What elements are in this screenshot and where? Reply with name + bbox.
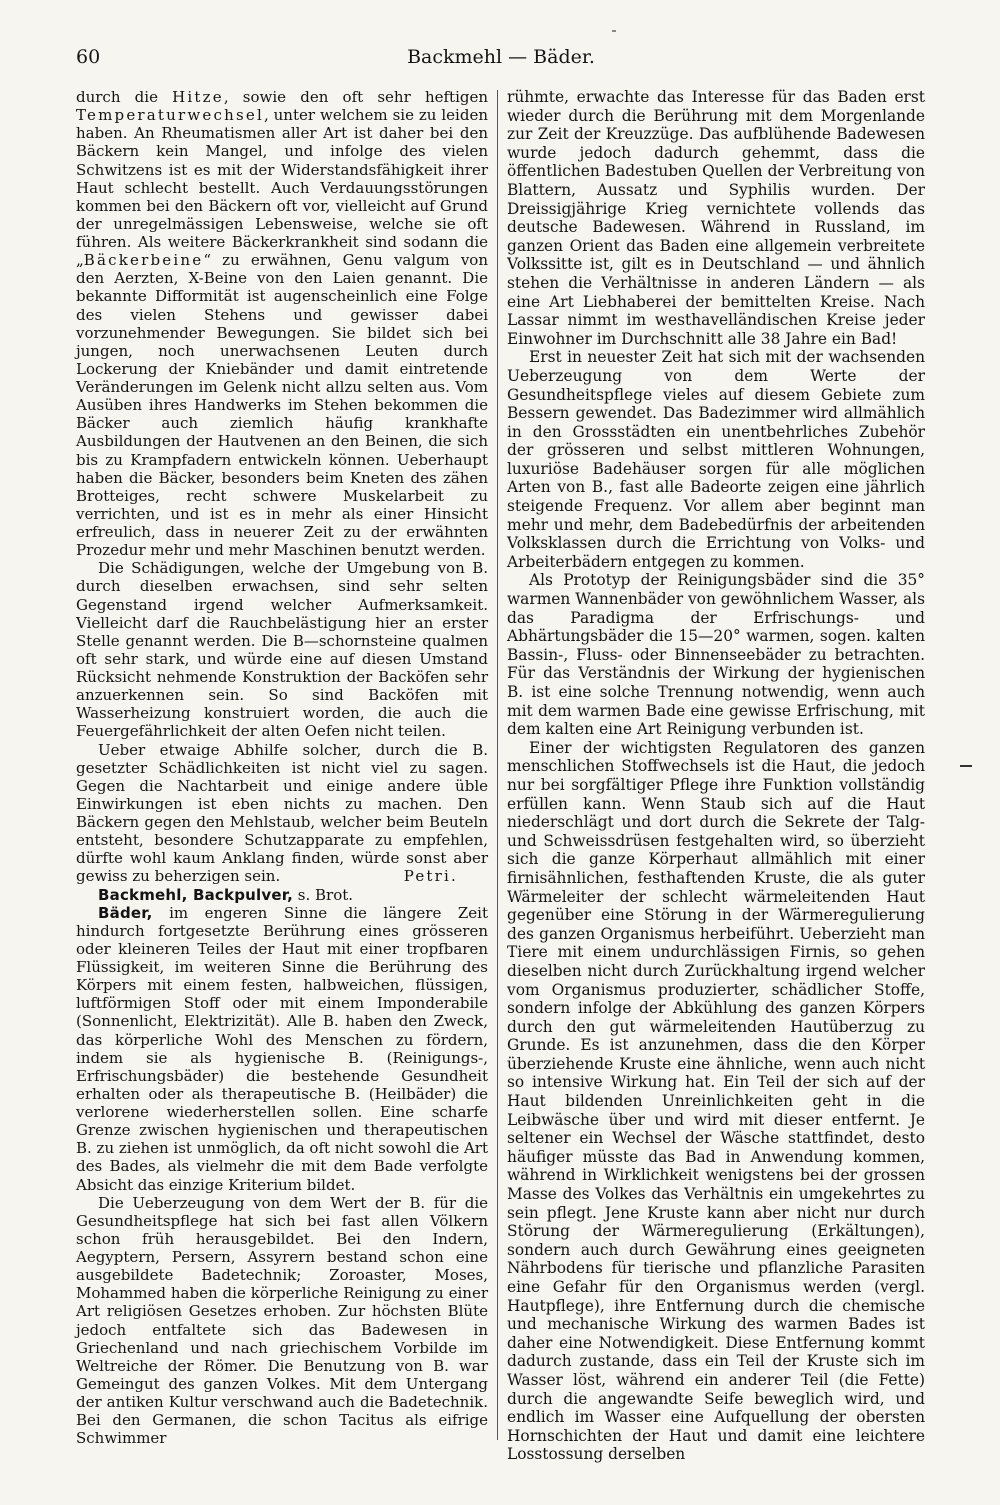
lemma-backmehl: Backmehl, Backpulver, [98, 885, 293, 904]
paragraph-environment-damage: Die Schädigungen, welche der Umgebung von B. durch dieselben erwachsen, sind sehr selten Gegenstand irgend welcher Aufmerksamkeit. Vielleicht darf die Rauchbelästigung hier an erster Stelle genannt werden. Die B—schornsteine qualmen oft sehr stark, und würde eine auf diesen Umstand Rücksicht nehmende Konstruktion der Backöfen sehr anzuerkennen sein. So sind Backöfen mit Wasserheizung konstruiert worden, die auch die Feuergefährlichkeit der alten Oefen nicht teilen. [76, 559, 488, 741]
paragraph-middle-ages: rühmte, erwachte das Interesse für das Baden erst wieder durch die Berührung mit dem Morgenlande zur Zeit der Kreuzzüge. Das aufblühende Badewesen wurde jedoch dadurch gehemmt, dass die öffentlichen Badestuben Quellen der Verbreitung von Blattern, Aussatz und Syphilis wurden. Der Dreissigjährige Krieg vernichtete vollends das deutsche Badewesen. Während in Russland, im ganzen Orient das Baden eine allgemein verbreitete Volkssitte ist, gilt es in Deutschland — und ähnlich stehen die Verhältnisse in anderen Ländern — als eine Art Liebhaberei der bemittelten Kreise. Nach Lassar nimmt im westhavelländischen Kreise jeder Einwohner im Durchschnitt alle 38 Jahre ein Bad! [507, 88, 925, 348]
entry-backmehl [76, 886, 488, 904]
paragraph-history: Die Ueberzeugung von dem Wert der B. für die Gesundheitspflege hat sich bei fast allen Völkern schon früh herausgebildet. Bei den Indern, Aegyptern, Persern, Assyrern bestand schon eine ausgebildete Badetechnik; Zoroaster, Moses, Mohammed haben die körperliche Reinigung zu einer Art religiösen Gesetzes erhoben. Zur höchsten Blüte jedoch entfaltete sich das Badewesen in Griechenland und nach griechischem Vorbilde im Weltreiche der Römer. Die Benutzung von B. war Gemeingut des ganzen Volkes. Mit dem Untergang der antiken Kultur verschwand auch die Badetechnik. Bei den Germanen, die schon Tacitus als eifrige Schwimmer [76, 1193, 488, 1448]
paragraph-bakers-diseases [76, 88, 488, 559]
spaced-term-baeckerbeine: Bäckerbeine [83, 251, 204, 270]
page-number: 60 [76, 46, 101, 68]
text-run: durch die [76, 88, 173, 106]
paragraph-skin-regulation: Einer der wichtigsten Regulatoren des ganzen menschlichen Stoffwechsels ist die Haut, die jedoch nur bei sorgfältiger Pflege ihre Funktion vollständig erfüllen kann. Wenn Staub sich auf die Haut niederschlägt und dort durch die Sekrete der Talg- und Schweissdrüsen festgehalten wird, so überzieht sich die ganze Körperhaut allmählich mit einer firnisähnlichen, festhaftenden Kruste, die als guter Wärmeleiter der schlecht wärmeleitenden Haut gegenüber eine Störung in der Wärmeregulierung des ganzen Organismus herbeiführt. Ueberzieht man Tiere mit einem undurchlässigen Firnis, so gehen dieselben nicht durch Zurückhaltung irgend welcher vom Organismus produzierter, schädlicher Stoffe, sondern infolge der Abkühlung des ganzen Körpers durch den gut wärmeleitenden Hautüberzug zu Grunde. Es ist anzunehmen, dass die den Körper überziehende Kruste eine ähnliche, wenn auch nicht so intensive Wirkung hat. Ein Teil der sich auf der Haut bildenden Unreinlichkeiten geht in die Leibwäsche über und wird mit dieser entfernt. Je seltener ein Wechsel der Wäsche stattfindet, desto häufiger müsste das Bad in Anwendung kommen, während in Wirklichkeit wenigstens bei der grossen Masse des Volkes das Verhältnis ein umgekehrtes zu sein pflegt. Jene Kruste kann aber nicht nur durch Störung der Wärmeregulierung (Erkältungen), sondern auch durch Gewährung eines geeigneten Nährbodens für tierische und pflanzliche Parasiten eine Gefahr für den Organismus werden (vergl. Hautpflege), ihre Entfernung durch die chemische und mechanische Wirkung des warmen Bades ist daher eine Notwendigkeit. Diese Entfernung kommt dadurch zustande, dass ein Teil der Kruste sich im Wasser löst, während ein anderer Teil (die Fette) durch die angewandte Seife beweglich wird, und endlich im Wasser eine Aufquellung der obersten Hornschichten der Haut und damit eine leichtere Losstossung derselben [507, 738, 925, 1464]
entry-reference: s. Brot. [293, 885, 354, 904]
text-run: , sowie den oft sehr heftigen [223, 88, 489, 106]
entry-baeder [76, 904, 488, 1194]
author-signature: Petri. [403, 867, 458, 886]
margin-mark [960, 765, 972, 767]
paragraph-modern-times: Erst in neuester Zeit hat sich mit der wachsenden Ueberzeugung von dem Werte der Gesundheitspflege vieles auf diesem Gebiete zum Bessern gewendet. Das Badezimmer wird allmählich in den Grossstädten ein unentbehrliches Zubehör der grösseren und selbst mittleren Wohnungen, luxuriöse Badehäuser sorgen für alle möglichen Arten von B., fast alle Badeorte zeigen eine jährlich steigende Frequenz. Vor allem aber beginnt man mehr und mehr, dem Badebedürfnis der arbeitenden Volksklassen durch die Errichtung von Volks- und Arbeiterbädern entgegen zu kommen. [507, 348, 925, 571]
right-column [507, 88, 925, 1464]
paragraph-prototype-baths: Als Prototyp der Reinigungsbäder sind die 35° warmen Wannenbäder von gewöhnlichem Wasser, als das Paradigma der Erfrischungs- und Abhärtungsbäder die 15—20° warmen, sogen. kalten Bassin-, Fluss- oder Binnenseebäder zu betrachten. Für das Verständnis der Wirkung der hygienischen B. ist eine solche Trennung notwendig, wenn auch mit dem warmen Bade eine gewisse Erfrischung, mit dem kalten eine Art Reinigung verbunden ist. [507, 571, 925, 739]
text-run: , unter welchem sie zu leiden haben. An Rheumatismen aller Art ist daher bei den Bäckern kein Mangel, und infolge des vielen Schwitzens ist es mit der Widerstandsfähigkeit ihrer Haut schlecht bestellt. Auch Verdauungsstörungen kommen bei den Bäckern oft vor, vielleicht auf Grund der unregelmässigen Lebensweise, welche sie oft führen. Als weitere Bäckerkrankheit sind sodann die „ [76, 106, 488, 270]
spaced-term-hitze: Hitze [172, 88, 224, 106]
running-title: Backmehl — Bäder. [407, 46, 595, 68]
lemma-baeder: Bäder, [98, 903, 153, 922]
text-run: Ueber etwaige Abhilfe solcher, durch die B. gesetzter Schädlichkeiten ist nicht viel zu sagen. Gegen die Nachtarbeit und einige andere üble Einwirkungen ist eben nichts zu machen. Den Bäckern gegen den Mehlstaub, welcher beim Beuteln entsteht, besondere Schutzapparate zu empfehlen, dürfte wohl kaum Anklang finden, würde sonst aber gewiss zu beherzigen sein. [76, 740, 488, 886]
text-run: “ zu erwähnen, Genu valgum von den Aerzten, X-Beine von den Laien genannt. Die bekannte Difformität ist augenscheinlich eine Folge des vielen Stehens und gewisser dabei vorzunehmender Bewegungen. Sie bildet sich bei jungen, noch unerwachsenen Leuten durch Lockerung der Kniebänder und damit eintretende Veränderungen im Gelenk nicht allzu selten aus. Vom Ausüben ihres Handwerks im Stehen bekommen die Bäcker auch ziemlich häufig krankhafte Ausbildungen der Hautvenen an den Beinen, die sich bis zu Krampfadern entwickeln können. Ueberhaupt haben die Bäcker, besonders beim Kneten des zähen Brotteiges, recht schwere Muskelarbeit zu verrichten, und ist es in mehr als einer Hinsicht erfreulich, dass in neuerer Zeit zu der erwähnten Prozedur mehr und mehr Maschinen benutzt werden. [76, 251, 488, 560]
entry-definition: im engeren Sinne die längere Zeit hindurch fortgesetzte Berührung eines grösseren oder kleineren Teiles der Haut mit einer tropfbaren Flüssigkeit, im weiteren Sinne die Berührung des Körpers mit einem festen, halbweichen, flüssigen, luftförmigen Stoff oder mit einem Imponderabile (Sonnenlicht, Elektrizität). Alle B. haben den Zweck, das körperliche Wohl des Menschen zu fördern, indem sie als hygienische B. (Reinigungs-, Erfrischungsbäder) die bestehende Gesundheit erhalten oder als therapeutische B. (Heilbäder) die verlorene wiederherstellen sollen. Eine scharfe Grenze zwischen hygienischen und therapeutischen B. zu ziehen ist unmöglich, da oft nicht sowohl die Art des Bades, als vielmehr die mit dem Bade verfolgte Absicht das einzige Kriterium bildet. [76, 903, 489, 1194]
left-column [76, 88, 488, 1447]
column-divider [497, 90, 498, 1440]
page-header [76, 46, 926, 80]
paragraph-remedies [76, 741, 488, 886]
ink-speck [612, 30, 616, 32]
spaced-term-temperaturwechsel: Temperaturwechsel [76, 106, 264, 125]
